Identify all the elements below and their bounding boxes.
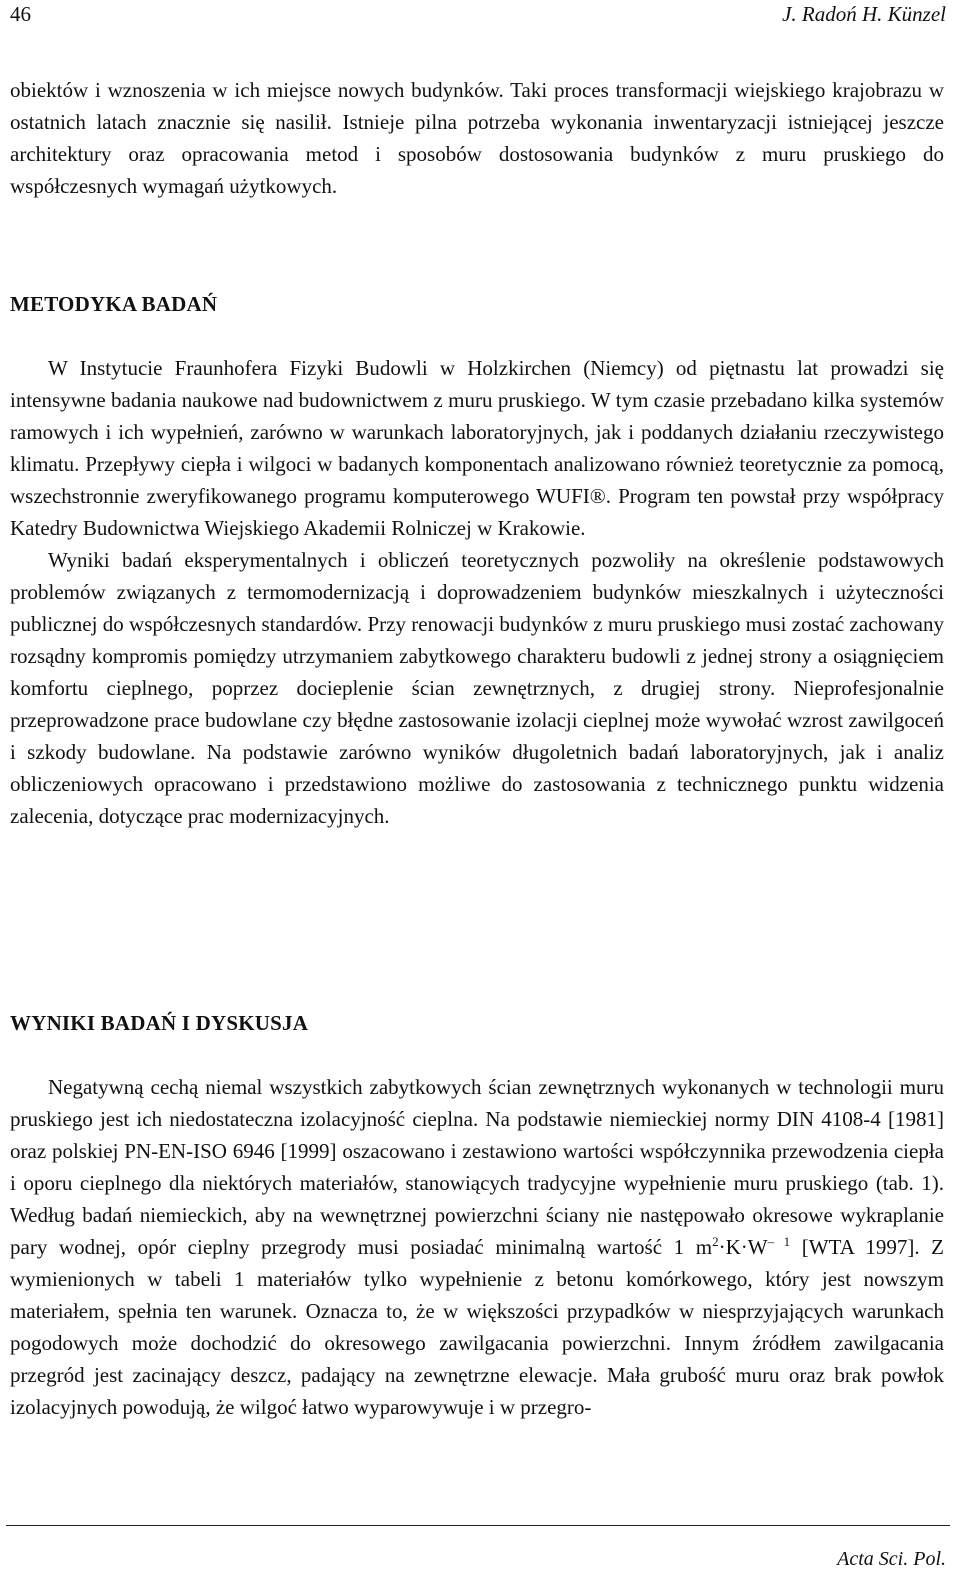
paragraph-text-part: [WTA 1997]. Z wymienionych w tabeli 1 materiałów tylko wypełnienie z betonu komórkowego, który jest nowszym materiałem, spełnia ten warunek. Oznacza to, że w większości przypadków w niesprzyjających warunkach pogodowych może dochodzić do okresowego zawilgacania powierzchni. Innym źródłem zawilgacania przegród jest zacinający deszcz, padający na zewnętrzne elewacje. Mała grubość muru oraz brak powłok izolacyjnych powodują, że wilgoć łatwo wyparowywuje i w przegro- <box>10 1235 945 1419</box>
running-head-authors: J. Radoń H. Künzel <box>782 2 946 26</box>
unit-exponent: 2 <box>712 1234 719 1249</box>
section-heading-wyniki: WYNIKI BADAŃ I DYSKUSJA <box>10 1011 309 1035</box>
section-heading-metodyka: METODYKA BADAŃ <box>10 292 218 316</box>
body-paragraph: Wyniki badań eksperymentalnych i obliczeń teoretycznych pozwoliły na określenie podstawowych problemów związanych z termomodernizacją i doprowadzeniem budynków mieszkalnych i użyteczności publicznej do współczesnych standardów. Przy renowacji budynków z muru pruskiego musi zostać zachowany rozsądny kompromis pomiędzy utrzymaniem zabytkowego charakteru budowli z jednej strony a osiągnięciem komfortu cieplnego, poprzez docieplenie ścian zewnętrznych, z drugiej strony. Nieprofesjonalnie przeprowadzone prace budowlane czy błędne zastosowanie izolacji cieplnej może wywołać wzrost zawilgoceń i szkody budowlane. Na podstawie zarówno wyników długoletnich badań laboratoryjnych, jak i analiz obliczeniowych opracowano i przedstawiono możliwe do zastosowania z technicznego punktu widzenia zalecenia, dotyczące prac modernizacyjnych. <box>10 548 944 828</box>
page-number: 46 <box>10 2 31 26</box>
footer-divider <box>6 1525 950 1526</box>
body-paragraph: W Instytucie Fraunhofera Fizyki Budowli w Holzkirchen (Niemcy) od piętnastu lat prowadzi się intensywne badania naukowe nad budownictwem z muru pruskiego. W tym czasie przebadano kilka systemów ramowych i ich wypełnień, zarówno w warunkach laboratoryjnych, jak i poddanych działaniu rzeczywistego klimatu. Przepływy ciepła i wilgoci w badanych komponentach analizowano również teoretycznie za pomocą, wszechstronnie zweryfikowanego programu komputerowego WUFI®. Program ten powstał przy współpracy Katedry Budownictwa Wiejskiego Akademii Rolniczej w Krakowie. <box>10 356 944 540</box>
intro-text-block <box>10 74 944 202</box>
intro-paragraph: obiektów i wznoszenia w ich miejsce nowych budynków. Taki proces transformacji wiejskiego krajobrazu w ostatnich latach znacznie się nasilił. Istnieje pilna potrzeba wykonania inwentaryzacji istniejącej jeszcze architektury oraz opracowania metod i sposobów dostosowania budynków z muru pruskiego do współczesnych wymagań użytkowych. <box>10 78 944 198</box>
footer-journal-name: Acta Sci. Pol. <box>837 1548 946 1570</box>
page-header <box>10 2 946 32</box>
unit-text: ·K·W <box>718 1235 768 1259</box>
section-wyniki-body <box>10 1071 944 1423</box>
unit-exponent: – 1 <box>767 1234 791 1249</box>
paragraph-text-part: Negatywną cechą niemal wszystkich zabytkowych ścian zewnętrznych wykonanych w technologii muru pruskiego jest ich niedostateczna izolacyjność cieplna. Na podstawie niemieckiej normy DIN 4108-4 [1981] oraz polskiej PN-EN-ISO 6946 [1999] oszacowano i zestawiono wartości współczynnika przewodzenia ciepła i oporu cieplnego dla niektórych materiałów, stanowiących tradycyjne wypełnienie muru pruskiego (tab. 1). Według badań niemieckich, aby na wewnętrznej powierzchni ściany nie następowało okresowe wykraplanie pary wodnej, opór cieplny przegrody musi posiadać minimalną wartość 1 m <box>10 1075 944 1259</box>
section-metodyka-body <box>10 352 944 832</box>
body-paragraph <box>10 1071 944 1423</box>
